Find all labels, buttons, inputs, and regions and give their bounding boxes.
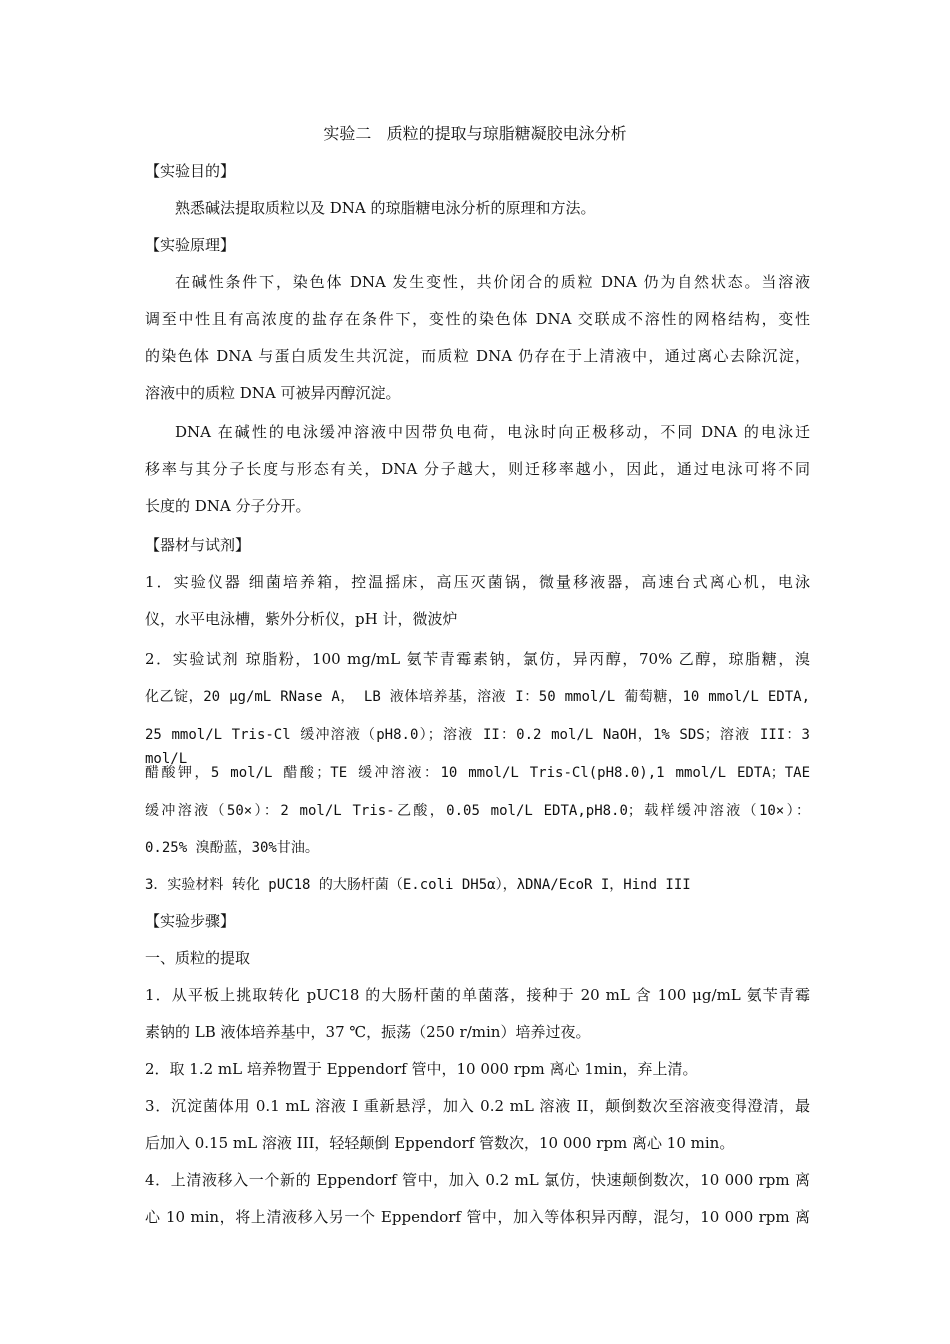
materials-line: 仪，水平电泳槽，紫外分析仪，pH 计，微波炉: [145, 610, 458, 628]
materials-line: 0.25% 溴酚蓝，30%甘油。: [145, 840, 319, 856]
principle-line: 长度的 DNA 分子分开。: [145, 497, 311, 515]
steps-line: 4．上清液移入一个新的 Eppendorf 管中，加入 0.2 mL 氯仿，快速颠倒数次，10 000 rpm 离: [145, 1171, 810, 1189]
steps-line: 后加入 0.15 mL 溶液 III，轻轻颠倒 Eppendorf 管数次，10 000 rpm 离心 10 min。: [145, 1134, 735, 1152]
materials-line: 缓冲溶液（50×）：2 mol/L Tris-乙酸，0.05 mol/L EDTA,pH8.0；载样缓冲溶液（10×）：: [145, 803, 810, 819]
steps-subheading: 一、质粒的提取: [145, 949, 251, 967]
steps-line: 3．沉淀菌体用 0.1 mL 溶液 I 重新悬浮，加入 0.2 mL 溶液 II，颠倒数次至溶液变得澄清，最: [145, 1097, 810, 1115]
materials-line: 2．实验试剂 琼脂粉，100 mg/mL 氨苄青霉素钠，氯仿，异丙醇，70% 乙醇，琼脂糖，溴: [145, 650, 810, 668]
steps-line: 素钠的 LB 液体培养基中，37 ℃，振荡（250 r/min）培养过夜。: [145, 1023, 591, 1041]
steps-heading: 【实验步骤】: [145, 912, 236, 930]
steps-line: 2．取 1.2 mL 培养物置于 Eppendorf 管中，10 000 rpm 离心 1min，弃上清。: [145, 1060, 698, 1078]
materials-line: 1．实验仪器 细菌培养箱，控温摇床，高压灭菌锅，微量移液器，高速台式离心机，电泳: [145, 573, 810, 591]
materials-line: 化乙锭，20 μg/mL RNase A， LB 液体培养基，溶液 I：50 mmol/L 葡萄糖，10 mmol/L EDTA,: [145, 689, 810, 705]
materials-line: 醋酸钾，5 mol/L 醋酸；TE 缓冲溶液：10 mmol/L Tris-Cl(pH8.0),1 mmol/L EDTA；TAE: [145, 765, 810, 781]
materials-line: 25 mmol/L Tris-Cl 缓冲溶液（pH8.0）；溶液 II：0.2 mol/L NaOH，1% SDS；溶液 III：3 mol/L: [145, 727, 810, 767]
steps-line: 1．从平板上挑取转化 pUC18 的大肠杆菌的单菌落，接种于 20 mL 含 100 μg/mL 氨苄青霉: [145, 986, 810, 1004]
principle-line: 移率与其分子长度与形态有关，DNA 分子越大，则迁移率越小，因此，通过电泳可将不同: [145, 460, 810, 478]
principle-line: DNA 在碱性的电泳缓冲溶液中因带负电荷，电泳时向正极移动，不同 DNA 的电泳迁: [175, 423, 810, 441]
principle-line: 溶液中的质粒 DNA 可被异丙醇沉淀。: [145, 384, 401, 402]
purpose-heading: 【实验目的】: [145, 162, 236, 180]
principle-line: 调至中性且有高浓度的盐存在条件下，变性的染色体 DNA 交联成不溶性的网格结构，变性: [145, 310, 810, 328]
materials-heading: 【器材与试剂】: [145, 536, 251, 554]
materials-line: 3．实验材料 转化 pUC18 的大肠杆菌（E.coli DH5α），λDNA/EcoR I，Hind III: [145, 877, 691, 893]
principle-line: 的染色体 DNA 与蛋白质发生共沉淀，而质粒 DNA 仍存在于上清液中，通过离心去除沉淀，: [145, 347, 810, 365]
purpose-text: 熟悉碱法提取质粒以及 DNA 的琼脂糖电泳分析的原理和方法。: [175, 199, 596, 217]
principle-line: 在碱性条件下，染色体 DNA 发生变性，共价闭合的质粒 DNA 仍为自然状态。当溶液: [175, 273, 810, 291]
principle-heading: 【实验原理】: [145, 236, 236, 254]
document-title: 实验二 质粒的提取与琼脂糖凝胶电泳分析: [323, 124, 627, 143]
steps-line: 心 10 min，将上清液移入另一个 Eppendorf 管中，加入等体积异丙醇，混匀，10 000 rpm 离: [145, 1208, 810, 1226]
